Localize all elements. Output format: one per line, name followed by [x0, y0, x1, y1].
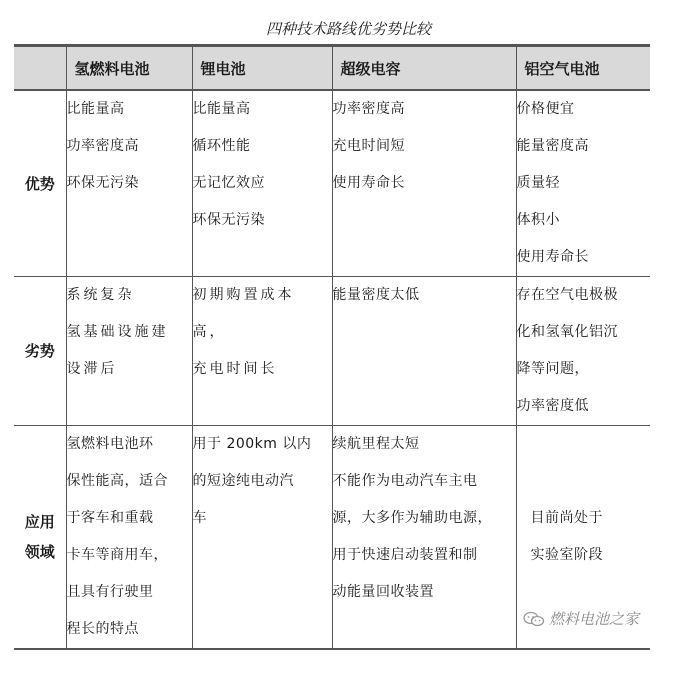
cell-line: 价格便宜 — [516, 101, 575, 117]
cell-line: 比能量高 — [192, 101, 251, 117]
cell-line: 用于 200km 以内 — [192, 436, 312, 452]
cell-line: 卡车等商用车， — [66, 547, 168, 563]
table-caption: 四种技术路线优劣势比较 — [265, 20, 431, 38]
cell-line: 氢燃料电池环 — [66, 436, 154, 452]
table-cell — [332, 90, 516, 277]
cell-line: 功率密度高 — [332, 101, 405, 117]
cell-line: 环保无污染 — [66, 175, 139, 191]
header-lithium-battery: 锂电池 — [192, 46, 332, 91]
cell-line: 质量轻 — [516, 175, 560, 191]
cell-line: 源，大多作为辅助电源， — [332, 510, 492, 526]
header-aluminum-air-battery: 铝空气电池 — [516, 46, 650, 91]
watermark-text: 燃料电池之家 — [548, 610, 639, 628]
table-cell — [516, 277, 650, 426]
cell-line: 使用寿命长 — [332, 175, 405, 191]
table-cell — [66, 90, 192, 277]
table-cell — [332, 277, 516, 426]
table-cell — [332, 426, 516, 650]
table-row-advantages — [14, 90, 650, 277]
cell-line: 车 — [192, 510, 207, 526]
table-cell — [66, 426, 192, 650]
cell-line: 初期购置成本 — [192, 287, 295, 303]
cell-line: 体积小 — [516, 212, 560, 228]
row-label-advantages: 优势 — [14, 90, 66, 277]
watermark — [523, 608, 639, 629]
comparison-table — [14, 44, 650, 650]
cell-line: 不能作为电动汽车主电 — [332, 473, 478, 489]
cell-line: 存在空气电极极 — [516, 287, 618, 303]
cell-line: 续航里程太短 — [332, 436, 420, 452]
table-cell — [192, 90, 332, 277]
cell-line: 充电时间长 — [192, 361, 278, 377]
table-cell — [66, 277, 192, 426]
cell-line: 系统复杂 — [66, 287, 135, 303]
row-label-line: 领域 — [24, 543, 55, 561]
row-label-disadvantages: 劣势 — [14, 277, 66, 426]
cell-line: 于客车和重载 — [66, 510, 154, 526]
cell-line: 能量密度高 — [516, 138, 589, 154]
header-supercapacitor: 超级电容 — [332, 46, 516, 91]
cell-line: 能量密度太低 — [332, 287, 420, 303]
cell-line: 高， — [192, 324, 227, 340]
table-row-disadvantages — [14, 277, 650, 426]
cell-line: 实验室阶段 — [530, 547, 603, 563]
cell-line: 比能量高 — [66, 101, 125, 117]
cell-line: 功率密度高 — [66, 138, 139, 154]
cell-line: 保性能高，适合 — [66, 473, 168, 489]
cell-line: 氢基础设施建 — [66, 324, 169, 340]
cell-line: 化和氢氧化铝沉 — [516, 324, 618, 340]
cell-line: 环保无污染 — [192, 212, 265, 228]
row-label-applications — [14, 426, 66, 650]
cell-line: 循环性能 — [192, 138, 251, 154]
cell-line: 目前尚处于 — [530, 510, 603, 526]
cell-line: 降等问题， — [516, 361, 589, 377]
header-hydrogen-fuel-cell: 氢燃料电池 — [66, 46, 192, 91]
cell-line: 动能量回收装置 — [332, 584, 434, 600]
cell-line: 功率密度低 — [516, 398, 589, 414]
cell-line: 程长的特点 — [66, 621, 139, 637]
table-cell — [192, 277, 332, 426]
cell-line: 的短途纯电动汽 — [192, 473, 294, 489]
cell-line: 用于快速启动装置和制 — [332, 547, 478, 563]
wechat-icon — [523, 611, 545, 627]
cell-line: 设滞后 — [66, 361, 118, 377]
row-label-line: 应用 — [24, 513, 55, 531]
cell-line: 使用寿命长 — [516, 249, 589, 265]
cell-line: 且具有行驶里 — [66, 584, 154, 600]
table-cell — [516, 90, 650, 277]
cell-line: 充电时间短 — [332, 138, 405, 154]
cell-line: 无记忆效应 — [192, 175, 265, 191]
table-cell — [192, 426, 332, 650]
header-corner — [14, 46, 66, 91]
header-row — [14, 46, 650, 91]
